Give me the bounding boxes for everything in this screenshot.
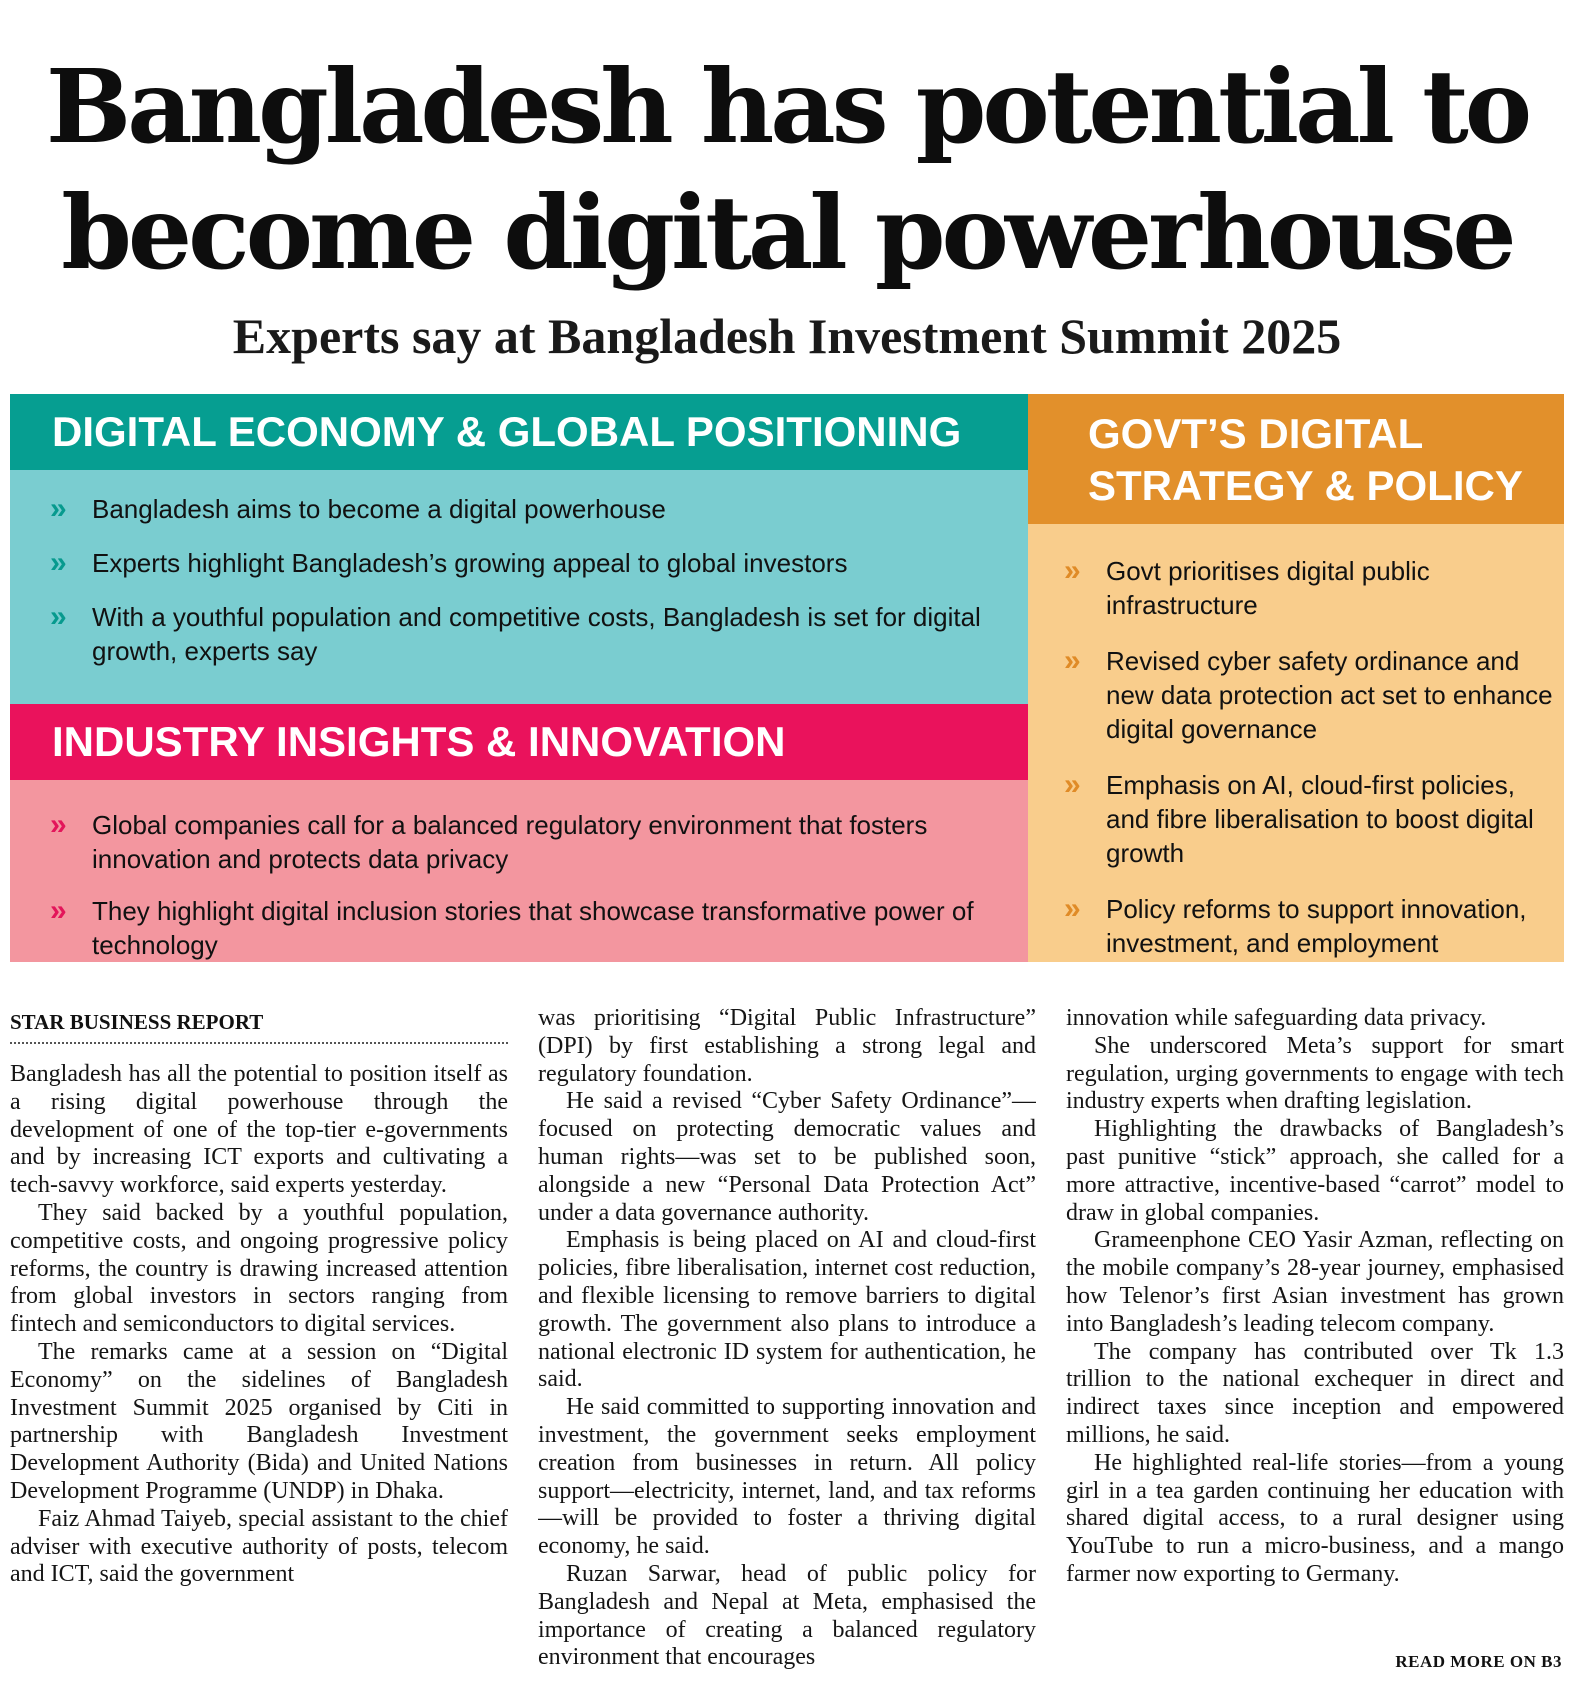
article-paragraph: They said backed by a youthful population, competitive costs, and ongoing progressive policy reforms, the country is drawing increased attention from global investors in sectors ranging from fintech and semiconductors to digital services. [10,1199,508,1338]
govt-strategy-title: GOVT’S DIGITAL STRATEGY & POLICY [1028,394,1564,524]
read-more-link[interactable]: READ MORE ON B3 [1385,1650,1562,1674]
headline: Bangladesh has potential to become digital powerhouse [45,47,1529,292]
bullet-item [1064,554,1554,622]
bullet-item [1064,644,1554,746]
digital-economy-bullets [50,492,1000,688]
bullet-text: Global companies call for a balanced regulatory environment that fosters innovation and protects data privacy [92,810,928,874]
article-paragraph: Ruzan Sarwar, head of public policy for Bangladesh and Nepal at Meta, emphasised the importance of creating a balanced regulatory environment that encourages [538,1560,1036,1671]
industry-insights-bullets [50,808,1010,980]
digital-economy-panel [10,394,1028,704]
bullet-text: Bangladesh aims to become a digital powerhouse [92,494,666,524]
chevron-right-icon: » [50,894,67,927]
bullet-text: Emphasis on AI, cloud-first policies, and fibre liberalisation to boost digital growth [1106,770,1534,868]
bullet-text: Policy reforms to support innovation, investment, and employment [1106,894,1527,958]
article-paragraph: Highlighting the drawbacks of Bangladesh’s past punitive “stick” approach, she called for a more attractive, incentive-based “carrot” model to draw in global companies. [1066,1116,1564,1226]
article-paragraph: innovation while safeguarding data privacy. [1066,1005,1487,1031]
chevron-right-icon: » [50,492,67,525]
article-paragraph: She underscored Meta’s support for smart regulation, urging governments to engage with tech industry experts when drafting legislation. [1066,1032,1564,1115]
industry-insights-title: INDUSTRY INSIGHTS & INNOVATION [10,704,1028,780]
article-paragraph: Faiz Ahmad Taiyeb, special assistant to the chief adviser with executive authority of posts, telecom and ICT, said the government [10,1505,508,1588]
chevron-right-icon: » [1064,554,1081,587]
bullet-item [50,492,1000,526]
article-column-1 [10,1061,508,1681]
industry-insights-panel [10,704,1028,962]
chevron-right-icon: » [1064,892,1081,925]
article-column-2 [538,1005,1036,1681]
article-paragraph: was prioritising “Digital Public Infrastructure” (DPI) by first establishing a strong legal and regulatory foundation. [538,1005,1036,1087]
article-paragraph: He said a revised “Cyber Safety Ordinance”—focused on protecting democratic values and human rights—was set to be published soon, alongside a new “Personal Data Protection Act” under a data governance authority. [538,1088,1036,1226]
chevron-right-icon: » [1064,644,1081,677]
govt-strategy-panel [1028,394,1564,962]
bullet-item [50,546,1000,580]
chevron-right-icon: » [50,546,67,579]
article-paragraph: Bangladesh has all the potential to position itself as a rising digital powerhouse through the development of one of the top-tier e-governments and by increasing ICT exports and cultivating a tech-savvy workforce, said experts yesterday. [10,1061,508,1199]
article-paragraph: Grameenphone CEO Yasir Azman, reflecting on the mobile company’s 28-year journey, emphasised how Telenor’s first Asian investment has grown into Bangladesh’s leading telecom company. [1066,1227,1564,1337]
article-column-3 [1066,1005,1564,1681]
bullet-text: Revised cyber safety ordinance and new data protection act set to enhance digital governance [1106,646,1553,744]
chevron-right-icon: » [1064,768,1081,801]
chevron-right-icon: » [50,808,67,841]
article-paragraph: The company has contributed over Tk 1.3 trillion to the national exchequer in direct and indirect taxes since inception and empowered millions, he said. [1066,1338,1564,1448]
digital-economy-title: DIGITAL ECONOMY & GLOBAL POSITIONING [10,394,1028,470]
article-paragraph: Emphasis is being placed on AI and cloud-first policies, fibre liberalisation, internet cost reduction, and flexible licensing to remove barriers to digital growth. The government also plans to introduce a national electronic ID system for authentication, he said. [538,1227,1036,1393]
byline: STAR BUSINESS REPORT [10,1008,508,1044]
chevron-right-icon: » [50,600,67,633]
bullet-item [1064,892,1554,960]
bullet-text: With a youthful population and competitive costs, Bangladesh is set for digital growth, experts say [92,602,981,666]
bullet-item [50,894,1010,962]
article-paragraph: He said committed to supporting innovation and investment, the government seeks employment creation from businesses in return. All policy support—electricity, internet, land, and tax reforms—will be provided to foster a thriving digital economy, he said. [538,1394,1036,1560]
bullet-text: They highlight digital inclusion stories that showcase transformative power of technology [92,896,974,960]
bullet-text: Experts highlight Bangladesh’s growing appeal to global investors [92,548,848,578]
bullet-item [1064,768,1554,870]
bullet-item [50,600,1000,668]
govt-strategy-bullets [1064,554,1554,982]
bullet-item [50,808,1010,876]
subheadline: Experts say at Bangladesh Investment Summit 2025 [232,308,1342,364]
bullet-text: Govt prioritises digital public infrastructure [1106,556,1430,620]
article-paragraph: The remarks came at a session on “Digital Economy” on the sidelines of Bangladesh Investment Summit 2025 organised by Citi in partnership with Bangladesh Investment Development Authority (Bida) and United Nations Development Programme (UNDP) in Dhaka. [10,1338,508,1504]
article-paragraph: He highlighted real-life stories—from a young girl in a tea garden continuing her education with shared digital access, to a rural designer using YouTube to run a micro-business, and a mango farmer now exporting to Germany. [1066,1449,1564,1587]
